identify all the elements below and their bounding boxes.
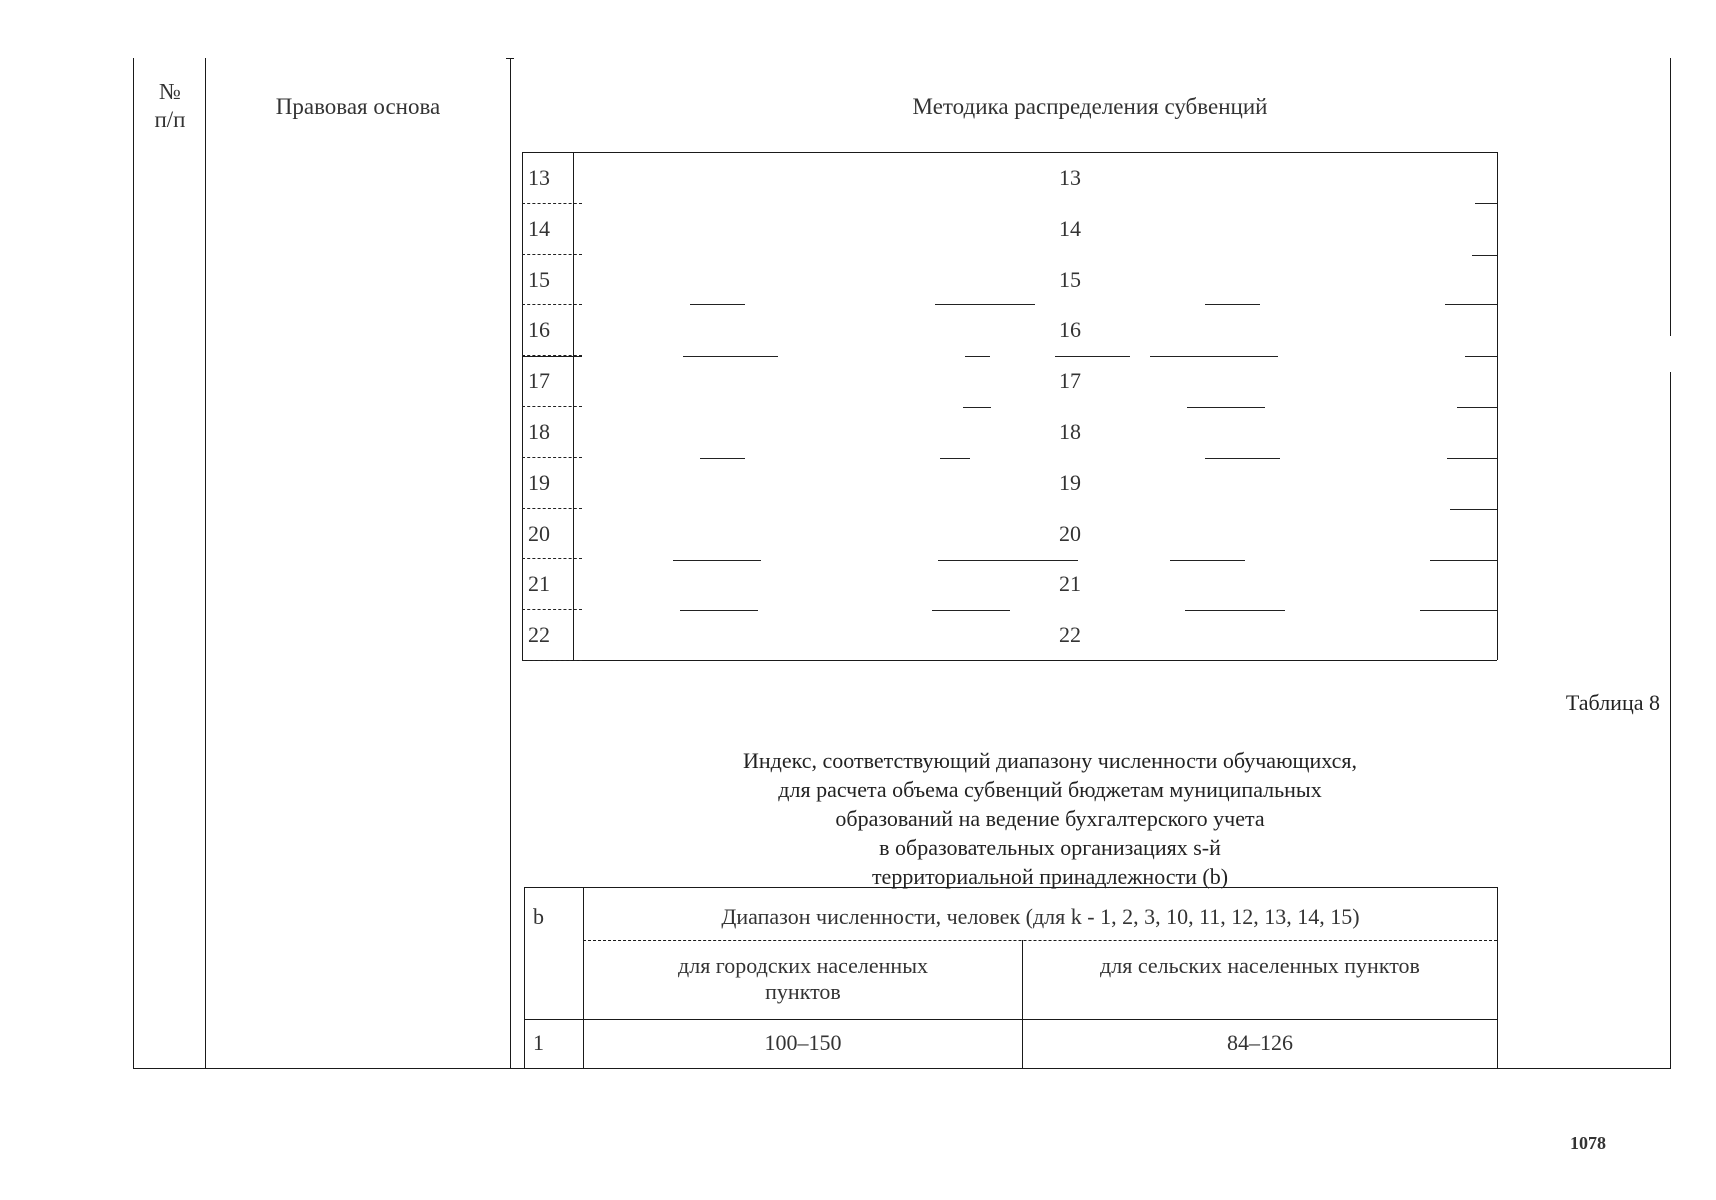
sub-urban-line2: пунктов xyxy=(765,979,841,1004)
row-urban-value: 100–150 xyxy=(764,1030,842,1055)
upper-row-tick xyxy=(522,660,582,661)
upper-row-tick xyxy=(522,203,582,204)
dash xyxy=(1447,458,1497,459)
index-table-header-bottom xyxy=(524,1019,1498,1020)
dash xyxy=(1450,509,1497,510)
upper-row-number: 19 xyxy=(528,470,550,495)
upper-row-value: 15 xyxy=(1059,267,1081,292)
col-divider-2 xyxy=(510,58,511,1068)
upper-table-top xyxy=(522,152,1497,153)
dash xyxy=(1205,304,1260,305)
upper-table-right xyxy=(1497,152,1498,660)
col-range-header: Диапазон численности, человек (для k - 1, 2, 3, 10, 11, 12, 13, 14, 15) xyxy=(721,904,1360,929)
upper-row-tick xyxy=(522,254,582,255)
header-legal-basis: Правовая основа xyxy=(275,94,441,119)
caption-line: образований на ведение бухгалтерского учета xyxy=(835,806,1265,831)
row-rural-value: 84–126 xyxy=(1227,1030,1293,1055)
upper-row-value: 19 xyxy=(1059,470,1081,495)
dash xyxy=(1187,407,1265,408)
index-table-right xyxy=(1497,887,1498,1069)
upper-row-number: 14 xyxy=(528,216,550,241)
dash xyxy=(1475,203,1497,204)
dash xyxy=(1185,610,1285,611)
upper-row-tick xyxy=(522,609,582,610)
dash xyxy=(1457,407,1497,408)
index-table-div-b xyxy=(583,887,584,1069)
upper-row-number: 17 xyxy=(528,368,550,393)
dash xyxy=(680,610,758,611)
upper-row-tick xyxy=(522,457,582,458)
upper-row-number: 18 xyxy=(528,419,550,444)
upper-row-number: 22 xyxy=(528,622,550,647)
upper-row-tick xyxy=(522,558,582,559)
table-label: Таблица 8 xyxy=(1565,690,1660,715)
dash xyxy=(965,356,990,357)
header-number-line2: п/п xyxy=(154,107,186,132)
dash xyxy=(1472,255,1497,256)
upper-row-number: 20 xyxy=(528,521,550,546)
dash xyxy=(690,304,745,305)
upper-row-value: 17 xyxy=(1059,368,1081,393)
frame-right-border-lower xyxy=(1670,372,1671,1068)
index-table-top xyxy=(524,887,1498,888)
caption-line: для расчета объема субвенций бюджетам муниципальных xyxy=(778,777,1322,802)
dash xyxy=(932,610,1010,611)
upper-row-value: 16 xyxy=(1059,317,1081,342)
row-b-value: 1 xyxy=(533,1030,544,1055)
upper-row-value: 22 xyxy=(1059,622,1081,647)
dash xyxy=(1055,356,1130,357)
upper-table-bottom xyxy=(522,660,1497,661)
table-caption xyxy=(600,746,1500,891)
header-number-line1: № xyxy=(159,79,181,104)
frame-right-border xyxy=(1670,58,1671,336)
dash xyxy=(1465,356,1497,357)
sub-urban-header xyxy=(588,953,1018,1005)
dash xyxy=(1170,560,1245,561)
header-number-col xyxy=(140,78,200,134)
col-divider-1 xyxy=(205,58,206,1068)
sub-rural-header: для сельских населенных пунктов xyxy=(1100,953,1420,978)
dash xyxy=(935,304,1035,305)
dash xyxy=(938,560,1078,561)
dash xyxy=(1445,304,1497,305)
caption-line: территориальной принадлежности (b) xyxy=(871,864,1229,889)
upper-row-value: 13 xyxy=(1059,165,1081,190)
upper-row-number: 15 xyxy=(528,267,550,292)
frame-left-border xyxy=(133,58,134,1068)
index-table-div-mid xyxy=(1022,940,1023,1069)
dash xyxy=(700,458,745,459)
upper-row-tick xyxy=(522,304,582,305)
upper-row-value: 18 xyxy=(1059,419,1081,444)
upper-row-tick xyxy=(522,355,582,356)
caption-line: Индекс, соответствующий диапазону численности обучающихся, xyxy=(743,748,1357,773)
upper-row-value: 21 xyxy=(1059,571,1081,596)
upper-row-tick xyxy=(522,406,582,407)
upper-table-row-line xyxy=(522,356,582,357)
dash xyxy=(1430,560,1497,561)
frame-top-tick xyxy=(506,58,514,59)
dash xyxy=(940,458,970,459)
dash xyxy=(963,407,991,408)
upper-row-number: 13 xyxy=(528,165,550,190)
index-table-header-sep xyxy=(583,940,1497,941)
sub-urban-line1: для городских населенных xyxy=(678,953,928,978)
col-b-header: b xyxy=(533,904,544,929)
dash xyxy=(683,356,778,357)
dash xyxy=(1420,610,1497,611)
upper-row-tick xyxy=(522,508,582,509)
index-table-left xyxy=(524,887,525,1069)
dash xyxy=(673,560,761,561)
caption-line: в образовательных организациях s-й xyxy=(879,835,1221,860)
upper-row-number: 16 xyxy=(528,317,550,342)
header-distribution-method: Методика распределения субвенций xyxy=(912,94,1268,119)
upper-row-number: 21 xyxy=(528,571,550,596)
dash xyxy=(1150,356,1278,357)
upper-row-value: 20 xyxy=(1059,521,1081,546)
upper-row-value: 14 xyxy=(1059,216,1081,241)
index-table-bottom xyxy=(524,1068,1498,1069)
dash xyxy=(1205,458,1280,459)
page-number: 1078 xyxy=(1570,1133,1606,1153)
